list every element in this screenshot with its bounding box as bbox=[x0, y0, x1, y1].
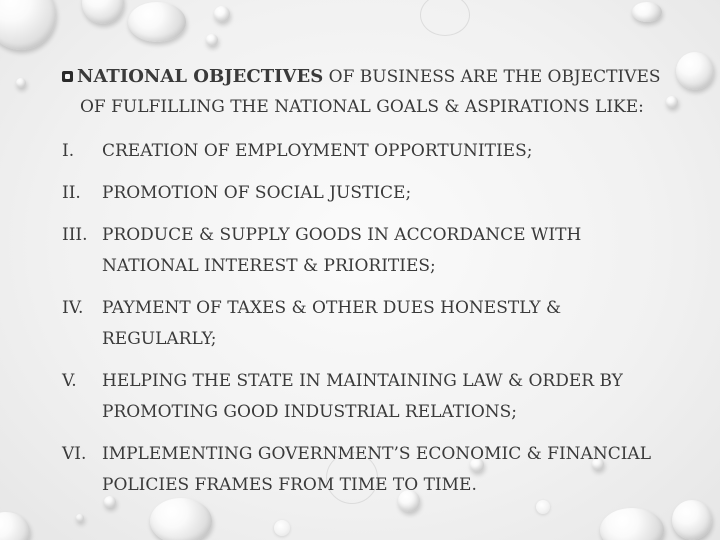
water-drop-decoration bbox=[600, 508, 664, 540]
water-drop-decoration bbox=[420, 0, 470, 36]
water-drop-decoration bbox=[128, 2, 186, 42]
list-item-text: PAYMENT OF TAXES & OTHER DUES HONESTLY & REGULARLY; bbox=[102, 298, 562, 349]
water-drop-decoration bbox=[206, 34, 218, 46]
list-item-number: II. bbox=[62, 183, 81, 203]
list-item-text: CREATION OF EMPLOYMENT OPPORTUNITIES; bbox=[102, 141, 533, 161]
objectives-list bbox=[62, 136, 672, 501]
list-item-text: IMPLEMENTING GOVERNMENT’S ECONOMIC & FINANCIAL POLICIES FRAMES FROM TIME TO TIME. bbox=[102, 444, 651, 495]
water-drop-decoration bbox=[0, 0, 56, 50]
list-item-text: HELPING THE STATE IN MAINTAINING LAW & ORDER BY PROMOTING GOOD INDUSTRIAL RELATIONS; bbox=[102, 371, 623, 422]
water-drop-decoration bbox=[274, 520, 290, 536]
list-item-number: V. bbox=[62, 371, 77, 391]
list-item-number: I. bbox=[62, 141, 75, 161]
water-drop-decoration bbox=[0, 512, 30, 540]
list-item bbox=[62, 439, 672, 501]
intro-heading: NATIONAL OBJECTIVES bbox=[77, 66, 324, 87]
intro-paragraph bbox=[62, 62, 672, 122]
intro-text: OF BUSINESS ARE THE OBJECTIVES bbox=[328, 67, 661, 87]
water-drop-decoration bbox=[676, 52, 714, 90]
list-item-text: PROMOTION OF SOCIAL JUSTICE; bbox=[102, 183, 412, 203]
list-item bbox=[62, 293, 672, 355]
intro-text-line2: OF FULFILLING THE NATIONAL GOALS & ASPIRATIONS LIKE: bbox=[80, 97, 644, 117]
water-drop-decoration bbox=[672, 500, 712, 540]
water-drop-decoration bbox=[214, 6, 230, 22]
list-item bbox=[62, 136, 672, 167]
water-drop-decoration bbox=[76, 514, 84, 522]
water-drop-decoration bbox=[632, 2, 662, 22]
checkbox-bullet-icon bbox=[62, 71, 73, 82]
list-item bbox=[62, 178, 672, 209]
list-item bbox=[62, 366, 672, 428]
list-item-number: IV. bbox=[62, 298, 84, 318]
list-item-number: VI. bbox=[62, 444, 87, 464]
list-item-number: III. bbox=[62, 225, 88, 245]
list-item-text: PRODUCE & SUPPLY GOODS IN ACCORDANCE WITH NATIONAL INTEREST & PRIORITIES; bbox=[102, 225, 582, 276]
list-item bbox=[62, 220, 672, 282]
slide-content bbox=[62, 62, 672, 512]
water-drop-decoration bbox=[82, 0, 124, 24]
water-drop-decoration bbox=[16, 78, 26, 88]
